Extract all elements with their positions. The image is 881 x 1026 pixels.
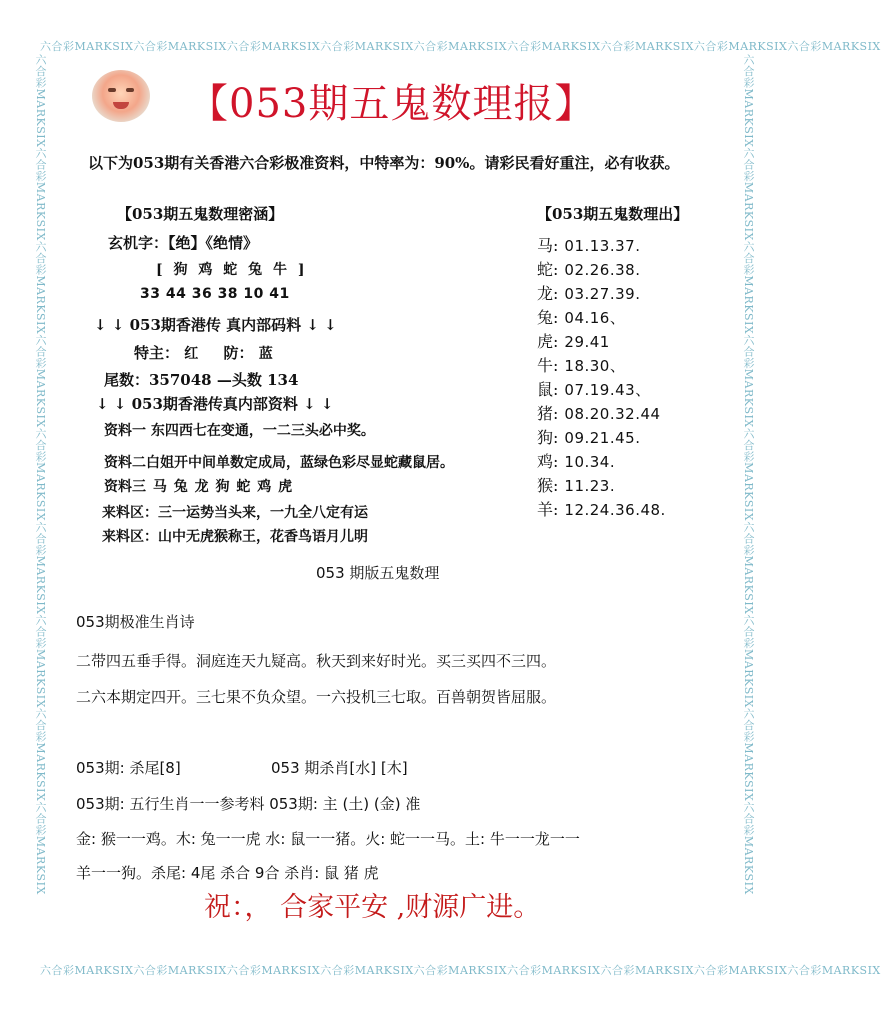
zodiac-animal: 鼠:	[537, 380, 559, 399]
zodiac-row	[537, 329, 610, 352]
blessing: 祝：， 合家平安 ,财源广进。	[204, 892, 541, 923]
zodiac-values: 10.34.	[564, 453, 616, 471]
zodiac-row	[537, 377, 651, 400]
wuxing-line-1: 金: 猴一一鸡。木: 兔一一虎 水: 鼠一一猪。火: 蛇一一马。土: 牛一一龙一一	[76, 830, 580, 848]
zodiac-values: 08.20.32.44	[564, 405, 661, 423]
fang-label: 防：	[223, 344, 254, 362]
zodiac-values: 01.13.37.	[564, 237, 641, 255]
laiyuan-1: 来料区：三一运势当头来，一九全八定有运	[102, 505, 368, 521]
zodiac-row	[537, 401, 661, 424]
hk-code-line: ↓ ↓ 053期香港传 真内部码料 ↓ ↓	[94, 316, 337, 334]
ziliao-3: 资料三 马 兔 龙 狗 蛇 鸡 虎	[104, 479, 293, 495]
zodiac-animal: 羊:	[537, 500, 559, 519]
zodiac-values: 07.19.43、	[564, 381, 651, 399]
wuxing-title: 053期: 五行生肖一一参考料 053期: 主 (土) (金) 准	[76, 795, 421, 813]
zodiac-row	[537, 497, 666, 520]
zodiac-animal: 狗:	[537, 428, 559, 447]
zodiac-animal: 龙:	[537, 284, 559, 303]
right-section-title: 【053期五鬼数理出】	[537, 205, 689, 223]
zodiac-animal: 兔:	[537, 308, 559, 327]
tezhu-line	[134, 342, 273, 363]
zodiac-values: 02.26.38.	[564, 261, 641, 279]
weishu-line: 尾数：357048 —头数 134	[104, 371, 299, 389]
zodiac-animal: 虎:	[537, 332, 559, 351]
zodiac-row	[537, 305, 625, 328]
zodiac-values: 04.16、	[564, 309, 626, 327]
zodiac-values: 03.27.39.	[564, 285, 641, 303]
fang-value: 蓝	[258, 346, 273, 362]
left-section-title: 【053期五鬼数理密涵】	[117, 205, 284, 223]
zodiac-animal: 牛:	[537, 356, 559, 375]
zodiac-values: 18.30、	[564, 357, 626, 375]
zodiac-animal: 猪:	[537, 404, 559, 423]
avatar-mouth	[113, 102, 129, 109]
zodiac-row	[537, 257, 640, 280]
ziliao-1: 资料一 东四西七在变通，一二三头必中奖。	[104, 423, 375, 439]
zodiac-row	[537, 449, 615, 472]
animals-line: [ 狗 鸡 蛇 兔 牛 ]	[156, 262, 308, 278]
poem-title: 053期极准生肖诗	[76, 613, 195, 631]
zodiac-animal: 猴:	[537, 476, 559, 495]
zodiac-animal: 鸡:	[537, 452, 559, 471]
poem-line-1: 二带四五垂手得。洞庭连天九疑高。秋天到来好时光。买三买四不三四。	[76, 652, 557, 670]
frame-watermark-bottom: 六合彩MARKSIX六合彩MARKSIX六合彩MARKSIX六合彩MARKSIX六合彩MARKSIX六合彩MARKSIX六合彩MARKSIX六合彩MARKSIX六合彩MARKSIX	[40, 964, 881, 977]
zodiac-row	[537, 473, 615, 496]
xuanji-line: 玄机字：【绝】《绝情》	[108, 234, 259, 252]
page-title: 【053期五鬼数理报】	[188, 81, 596, 127]
poem-line-2: 二六本期定四开。三七果不负众望。一六投机三七取。百兽朝贺皆屈服。	[76, 688, 557, 706]
zodiac-row	[537, 281, 640, 304]
frame-watermark-left: 六合彩MARKSIX六合彩MARKSIX六合彩MARKSIX六合彩MARKSIX六合彩MARKSIX六合彩MARKSIX六合彩MARKSIX六合彩MARKSIX六合彩MARKSIX	[34, 54, 47, 895]
numbers-line: 33 44 36 38 10 41	[140, 286, 290, 302]
zodiac-values: 11.23.	[564, 477, 616, 495]
frame-watermark-right: 六合彩MARKSIX六合彩MARKSIX六合彩MARKSIX六合彩MARKSIX六合彩MARKSIX六合彩MARKSIX六合彩MARKSIX六合彩MARKSIX六合彩MARKSIX	[742, 54, 755, 895]
tezhu-label: 特主：	[134, 344, 180, 362]
tezhu-value: 红	[184, 346, 199, 362]
wuxing-line-2: 羊一一狗。杀尾: 4尾 杀合 9合 杀肖: 鼠 猪 虎	[76, 864, 379, 882]
zodiac-values: 09.21.45.	[564, 429, 641, 447]
avatar-eye	[126, 88, 134, 92]
frame-watermark-top: 六合彩MARKSIX六合彩MARKSIX六合彩MARKSIX六合彩MARKSIX六合彩MARKSIX六合彩MARKSIX六合彩MARKSIX六合彩MARKSIX六合彩MARKSIX	[40, 40, 881, 53]
zodiac-row	[537, 353, 625, 376]
hk-data-line: ↓ ↓ 053期香港传真内部资料 ↓ ↓	[96, 395, 334, 413]
intro-text: 以下为053期有关香港六合彩极准资料，中特率为：90%。请彩民看好重注，必有收获。	[88, 154, 680, 172]
avatar	[92, 70, 150, 122]
zodiac-values: 29.41	[564, 333, 610, 351]
zodiac-row	[537, 425, 640, 448]
version-line: 053 期版五鬼数理	[316, 564, 440, 582]
sha-xiao-line: 053 期杀肖[水] [木]	[271, 759, 408, 777]
zodiac-animal: 蛇:	[537, 260, 559, 279]
zodiac-values: 12.24.36.48.	[564, 501, 666, 519]
zodiac-row	[537, 233, 640, 256]
zodiac-animal: 马:	[537, 236, 559, 255]
ziliao-2: 资料二白姐开中间单数定成局，蓝绿色彩尽显蛇藏鼠居。	[104, 455, 454, 471]
sha-wei-line: 053期: 杀尾[8]	[76, 759, 181, 777]
avatar-eye	[108, 88, 116, 92]
laiyuan-2: 来料区：山中无虎猴称王，花香鸟语月儿明	[102, 529, 368, 545]
